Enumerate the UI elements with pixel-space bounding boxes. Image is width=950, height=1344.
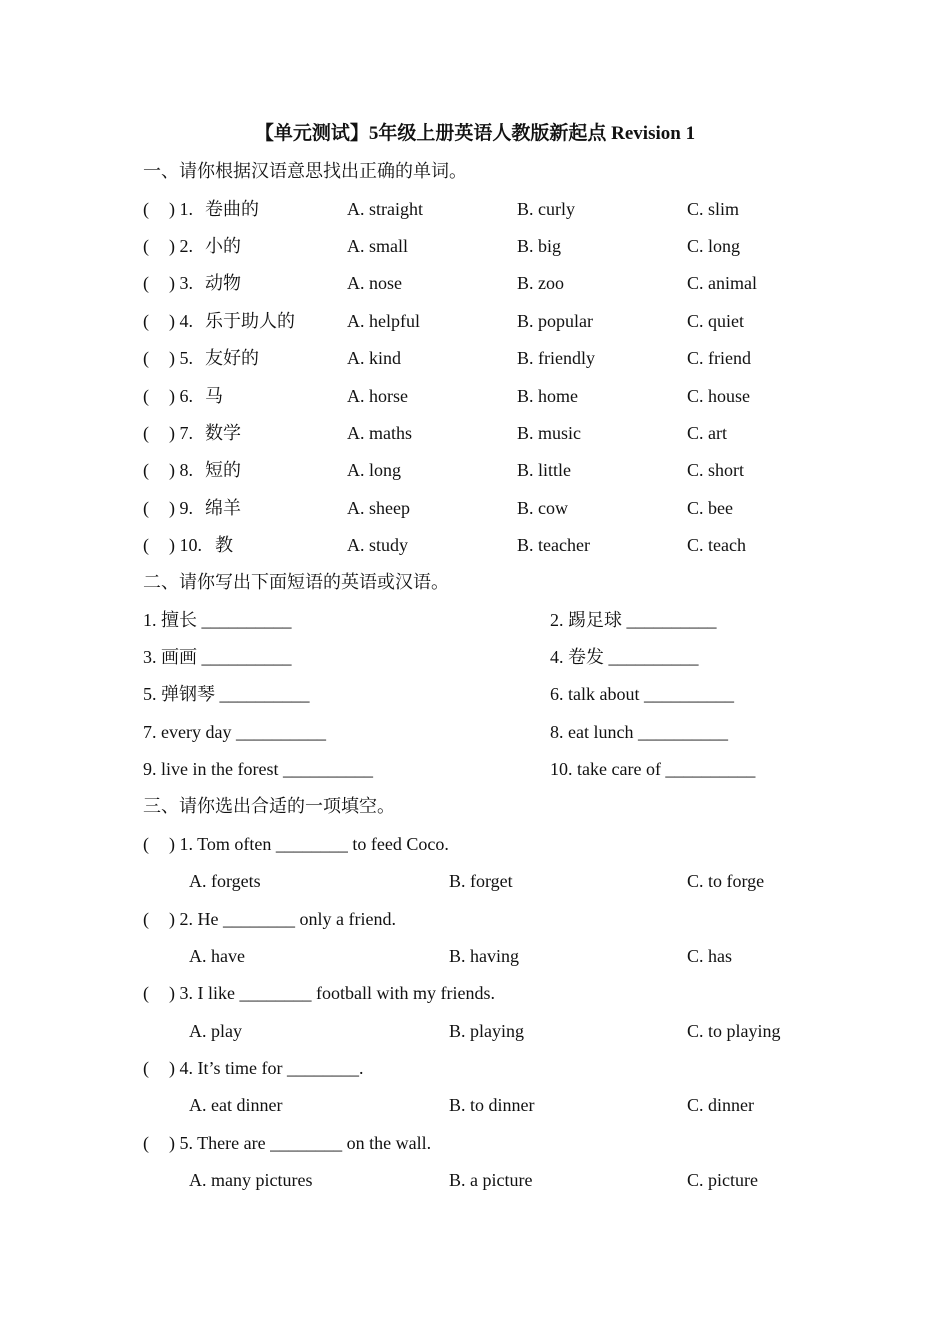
option-a: A. nose [347,273,402,293]
section2-heading-row [0,569,950,595]
chinese-word: 数学 [205,423,241,443]
phrase-row [0,756,950,782]
option-a: A. long [347,460,401,480]
phrase-item[interactable]: 3. 画画 __________ [143,647,292,667]
answer-blank[interactable]: ( [143,423,149,443]
question-number: ) 9. [169,498,193,518]
chinese-word: 卷曲的 [205,199,259,219]
option-a: A. maths [347,423,412,443]
answer-blank[interactable]: ( [143,311,149,331]
mc-question [0,1130,950,1156]
chinese-word: 友好的 [205,348,259,368]
option-b: B. popular [517,311,593,331]
section1-heading: 一、请你根据汉语意思找出正确的单词。 [143,161,467,181]
vocab-question [0,308,950,334]
option-a: A. sheep [347,498,410,518]
answer-blank[interactable]: ( [143,535,149,555]
chinese-word: 教 [215,535,233,555]
mc-question [0,1055,950,1081]
answer-blank[interactable]: ( [143,909,149,929]
section1-heading-row [0,158,950,184]
chinese-word: 绵羊 [205,498,241,518]
option-a: A. forgets [189,871,261,891]
section3-heading-row [0,793,950,819]
mc-options [0,943,950,969]
answer-blank[interactable]: ( [143,386,149,406]
option-b: B. a picture [449,1170,533,1190]
phrase-row [0,719,950,745]
chinese-word: 马 [205,386,223,406]
answer-blank[interactable]: ( [143,834,149,854]
option-a: A. study [347,535,409,555]
option-b: B. having [449,946,519,966]
phrase-row [0,644,950,670]
question-number: ) 5. [169,348,193,368]
option-b: B. to dinner [449,1095,535,1115]
question-stem: ) 2. He ________ only a friend. [169,909,396,929]
vocab-question [0,270,950,296]
option-c: C. short [687,460,745,480]
mc-question [0,906,950,932]
option-c: C. to forge [687,871,765,891]
mc-options [0,1167,950,1193]
phrase-item[interactable]: 2. 踢足球 __________ [550,610,717,630]
section2-heading: 二、请你写出下面短语的英语或汉语。 [143,572,449,592]
chinese-word: 小的 [205,236,241,256]
answer-blank[interactable]: ( [143,199,149,219]
option-b: B. cow [517,498,568,518]
option-b: B. music [517,423,582,443]
option-a: A. small [347,236,408,256]
option-c: C. art [687,423,727,443]
page-title: 【单元测试】5年级上册英语人教版新起点 Revision 1 [254,123,696,144]
option-b: B. home [517,386,578,406]
option-b: B. zoo [517,273,564,293]
option-b: B. friendly [517,348,595,368]
answer-blank[interactable]: ( [143,1133,149,1153]
option-a: A. horse [347,386,408,406]
answer-blank[interactable]: ( [143,460,149,480]
option-a: A. straight [347,199,423,219]
option-a: A. helpful [347,311,420,331]
vocab-question [0,196,950,222]
vocab-question [0,420,950,446]
option-c: C. slim [687,199,740,219]
vocab-question [0,345,950,371]
phrase-item[interactable]: 7. every day __________ [143,722,326,742]
option-c: C. friend [687,348,751,368]
vocab-question [0,233,950,259]
question-stem: ) 5. There are ________ on the wall. [169,1133,432,1153]
option-c: C. dinner [687,1095,754,1115]
question-stem: ) 3. I like ________ football with my friends. [169,983,495,1003]
option-c: C. has [687,946,732,966]
mc-options [0,1092,950,1118]
option-c: C. to playing [687,1021,781,1041]
phrase-item[interactable]: 9. live in the forest __________ [143,759,373,779]
question-stem: ) 1. Tom often ________ to feed Coco. [169,834,449,854]
chinese-word: 动物 [205,273,241,293]
option-a: A. kind [347,348,401,368]
option-c: C. quiet [687,311,744,331]
option-c: C. bee [687,498,733,518]
phrase-item[interactable]: 5. 弹钢琴 __________ [143,684,310,704]
phrase-row [0,681,950,707]
answer-blank[interactable]: ( [143,348,149,368]
option-c: C. picture [687,1170,758,1190]
option-b: B. curly [517,199,575,219]
phrase-item[interactable]: 8. eat lunch __________ [550,722,728,742]
option-c: C. house [687,386,750,406]
option-b: B. forget [449,871,513,891]
question-stem: ) 4. It’s time for ________. [169,1058,364,1078]
question-number: ) 2. [169,236,193,256]
option-a: A. have [189,946,245,966]
phrase-item[interactable]: 10. take care of __________ [550,759,756,779]
question-number: ) 8. [169,460,193,480]
mc-question [0,980,950,1006]
option-a: A. play [189,1021,242,1041]
question-number: ) 7. [169,423,193,443]
vocab-question [0,532,950,558]
chinese-word: 乐于助人的 [205,311,295,331]
option-c: C. animal [687,273,757,293]
answer-blank[interactable]: ( [143,983,149,1003]
vocab-question [0,457,950,483]
question-number: ) 3. [169,273,193,293]
question-number: ) 4. [169,311,193,331]
question-number: ) 10. [169,535,202,555]
question-number: ) 6. [169,386,193,406]
question-number: ) 1. [169,199,193,219]
mc-question [0,831,950,857]
chinese-word: 短的 [205,460,241,480]
phrase-item[interactable]: 4. 卷发 __________ [550,647,699,667]
option-a: A. eat dinner [189,1095,283,1115]
answer-blank[interactable]: ( [143,498,149,518]
phrase-item[interactable]: 6. talk about __________ [550,684,734,704]
answer-blank[interactable]: ( [143,273,149,293]
option-c: C. long [687,236,741,256]
option-b: B. big [517,236,562,256]
option-b: B. playing [449,1021,524,1041]
answer-blank[interactable]: ( [143,1058,149,1078]
section3-heading: 三、请你选出合适的一项填空。 [143,796,395,816]
vocab-question [0,383,950,409]
phrase-item[interactable]: 1. 擅长 __________ [143,610,292,630]
answer-blank[interactable]: ( [143,236,149,256]
mc-options [0,868,950,894]
option-a: A. many pictures [189,1170,313,1190]
vocab-question [0,495,950,521]
option-b: B. teacher [517,535,590,555]
option-c: C. teach [687,535,746,555]
option-b: B. little [517,460,571,480]
phrase-row [0,607,950,633]
mc-options [0,1018,950,1044]
